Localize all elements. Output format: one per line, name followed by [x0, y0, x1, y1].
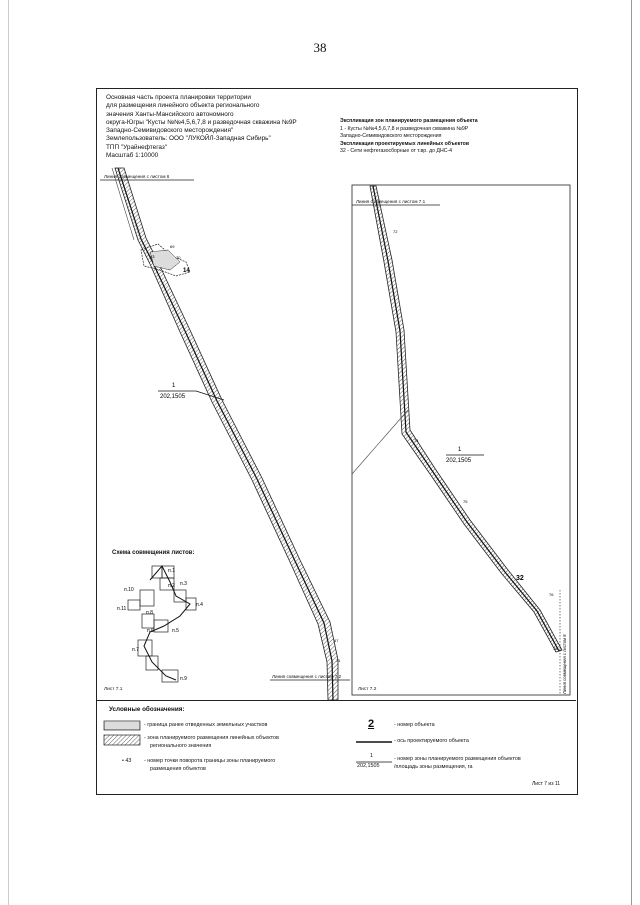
- callout-number-right: 1: [458, 447, 462, 453]
- linear-explication-item: 32 - Сети нефтегазосборные от т.вр. до ДНС-4: [340, 148, 453, 154]
- point-label: 70: [176, 255, 181, 260]
- planned-zone-corridor-left: [115, 168, 338, 700]
- scheme-title: Схема совмещения листов:: [112, 550, 195, 556]
- legend-title: Условные обозначения:: [109, 706, 185, 713]
- scheme-label: п.5: [172, 628, 179, 634]
- seam-label-right: Линия совмещения с листом 8: [562, 634, 567, 694]
- linear-explication-title: Экспликация проектируемых линейных объектов: [340, 140, 470, 147]
- title-line: Основная часть проекта планировки территории: [106, 94, 251, 101]
- point-label: 75: [463, 499, 468, 504]
- title-line: Масштаб 1:10000: [106, 152, 159, 160]
- legend-zone-number-num: 1: [370, 753, 373, 759]
- legend-point-symbol: • 43: [122, 758, 132, 764]
- callout-area-left: 202,1505: [160, 394, 186, 400]
- scheme-label: п.1: [168, 568, 175, 574]
- zones-explication-title: Экспликация зон планируемого размещения объекта: [340, 118, 478, 124]
- point-label: 71: [336, 658, 341, 663]
- title-line: для размещения линейного объекта регионального: [106, 102, 260, 110]
- point-label: 78: [553, 646, 558, 651]
- scheme-label: п.7: [132, 647, 139, 653]
- page-number: 38: [313, 40, 327, 55]
- scheme-label: п.11: [117, 606, 127, 612]
- point-label: 43: [150, 254, 155, 259]
- legend-zone-number-den: 202,1505: [357, 763, 380, 769]
- scheme-label: п.10: [124, 587, 134, 593]
- scheme-label: п.2: [168, 583, 175, 589]
- title-line: Землепользователь: ООО "ЛУКОЙЛ-Западная Сибирь": [106, 135, 271, 143]
- planned-zone-corridor-right: [370, 186, 562, 652]
- legend-item-zone: - зона планируемого размещения линейных объектов: [144, 735, 279, 741]
- scheme-label: п.9: [180, 676, 187, 682]
- legend-item-point: - номер точки поворота границы зоны планируемого: [144, 758, 276, 764]
- seam-label-top-left: Линия совмещения с листом 6: [104, 174, 170, 179]
- point-label: 67: [334, 638, 339, 643]
- scheme-label: п.6: [147, 628, 154, 634]
- legend-item-point-cont: размещения объектов: [150, 766, 206, 772]
- legend-item-object: - номер объекта: [394, 722, 435, 728]
- title-line: значения Ханты-Мансийского автономного: [106, 110, 234, 118]
- legend-item-zone-number: - номер зоны планируемого размещения объектов: [394, 756, 521, 762]
- point-label: 72: [393, 229, 398, 234]
- point-label: 74: [414, 438, 419, 443]
- legend-item-zone-number-cont: /площадь зоны размещения, га: [394, 764, 473, 770]
- point-label: 69: [170, 244, 175, 249]
- legend-item-boundary: - граница ранее отведенных земельных участков: [144, 722, 268, 728]
- legend-item-axis: - ось проектируемого объекта: [394, 738, 469, 744]
- callout-area-right: 202,1505: [446, 458, 472, 464]
- seam-label-top-right: Линия совмещения с листом 7.1: [356, 199, 426, 204]
- seam-label-bottom-left: Линия совмещения с листом 7.2: [272, 674, 342, 679]
- title-line: ТПП "Урайнефтегаз": [106, 143, 168, 151]
- legend-object-symbol: 2: [368, 718, 375, 730]
- title-line: Западно-Семивидовского месторождения": [106, 127, 234, 135]
- title-line: округа-Югры "Кусты №№4,5,6,7,8 и разведочная скважина №9Р: [106, 118, 297, 126]
- zones-explication-item-cont: Западно-Семивидовского месторождения: [340, 133, 442, 139]
- zones-explication-item: 1 - Кусты №№4,5,6,7,8 и разведочная скважина №9Р: [340, 125, 469, 132]
- sheet-label-right: Лист 7.2: [358, 687, 377, 692]
- boundary-line-right: [352, 410, 408, 474]
- scheme-label: п.3: [180, 581, 187, 587]
- sheet-of-label: Лист 7 из 11: [532, 781, 561, 787]
- point-label: 76: [549, 592, 554, 597]
- legend-item-zone-cont: регионального значения: [150, 743, 212, 749]
- sheet-label-left: Лист 7.1: [104, 687, 123, 692]
- object-number-right: 32: [516, 575, 524, 582]
- callout-number-left: 1: [172, 383, 176, 389]
- scheme-label: п.8: [146, 610, 153, 616]
- object-number-left: 14: [183, 268, 190, 274]
- scheme-label: п.4: [196, 602, 203, 608]
